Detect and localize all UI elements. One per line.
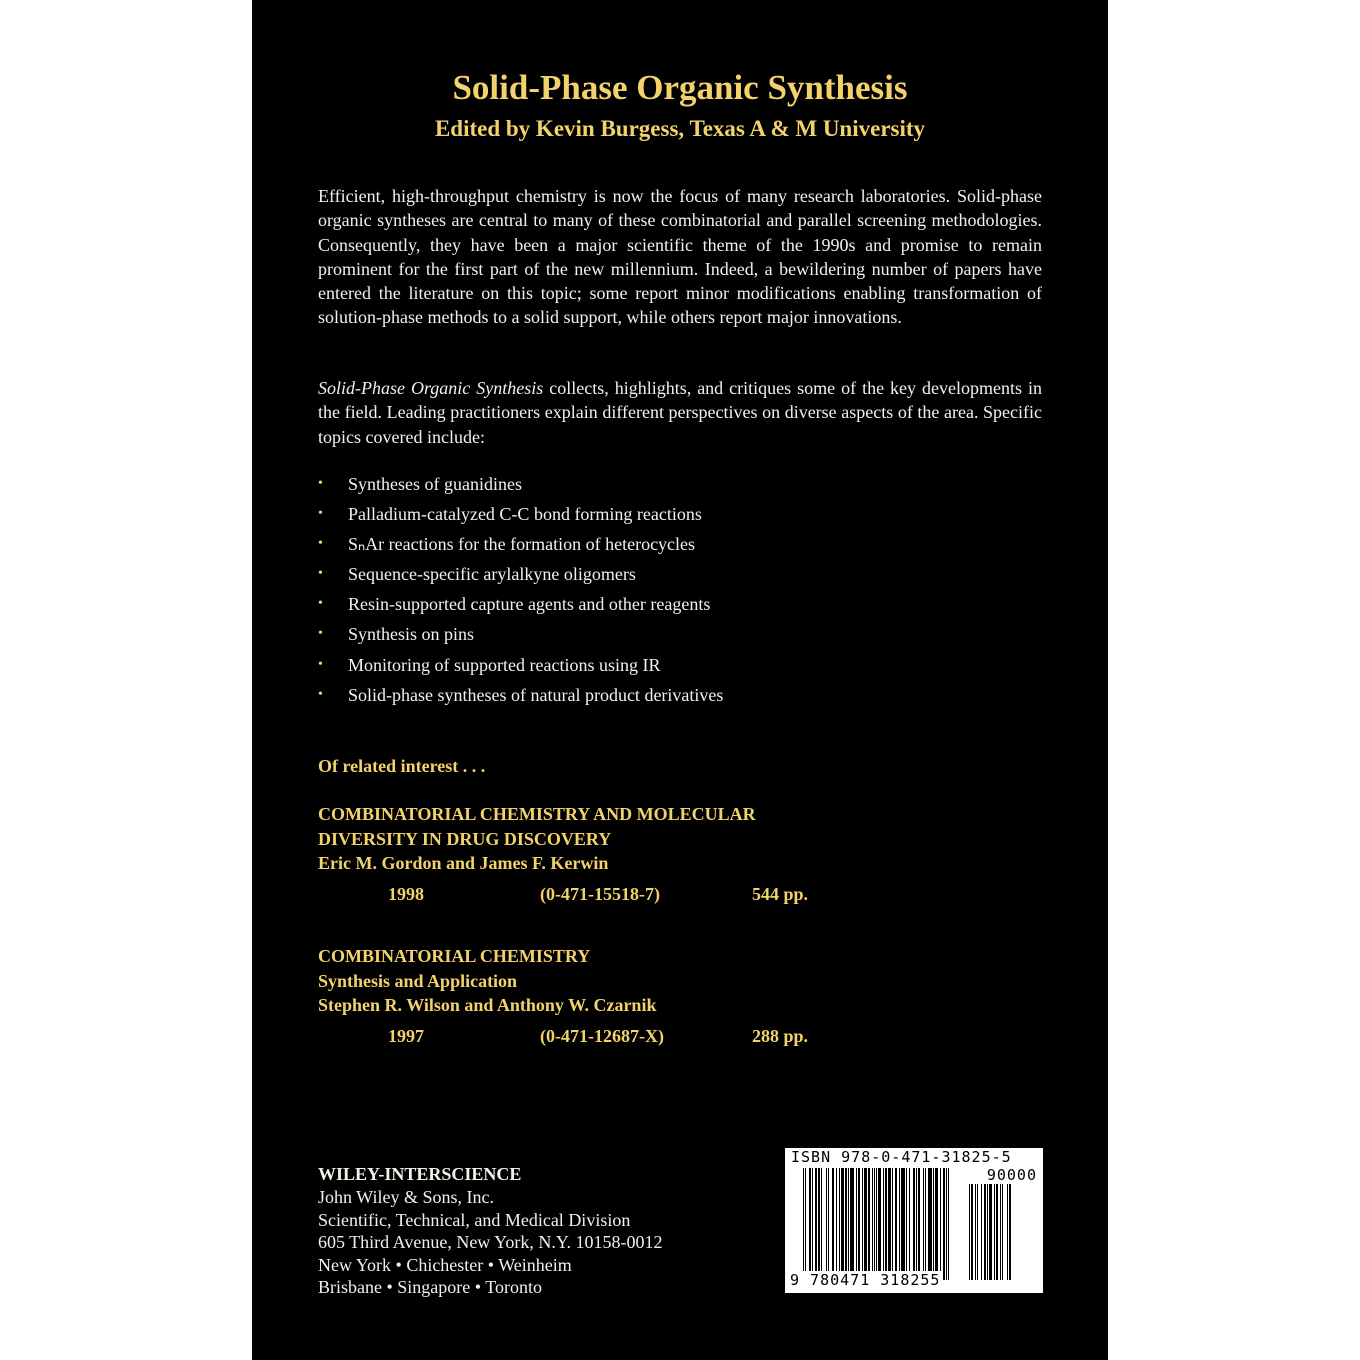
related-book-authors: Stephen R. Wilson and Anthony W. Czarnik [318,995,657,1015]
related-book-isbn: (0-471-12687-X) [540,1025,664,1046]
related-book-title-line: DIVERSITY IN DRUG DISCOVERY [318,828,612,849]
barcode-bar [841,1168,844,1280]
list-item [318,469,723,499]
topic-text: Synthesis on pins [348,624,475,645]
barcode-bar [928,1168,932,1280]
barcode-bar [839,1168,840,1280]
publisher-address-line: New York • Chichester • Weinheim [318,1254,572,1275]
book-editor: Edited by Kevin Burgess, Texas A & M University [434,116,926,141]
barcode-bar [981,1184,982,1280]
barcode-price-code: 90000 [986,1166,1037,1184]
barcode-bar [862,1168,863,1280]
barcode-bar [906,1168,907,1280]
related-book [318,944,1038,1056]
list-item [318,619,723,649]
publisher-address-line: 605 Third Avenue, New York, N.Y. 10158-0012 [318,1232,663,1253]
related-book-pages: 544 pp. [752,883,809,904]
topic-text: SₙAr reactions for the formation of heterocycles [348,534,696,555]
barcode-bar [948,1168,949,1280]
related-book-isbn: (0-471-15518-7) [540,883,660,904]
barcode-addon-bars [969,1184,1039,1280]
list-item [318,499,723,529]
barcode-bar [850,1168,854,1280]
publisher-block [318,1162,663,1299]
list-item [318,680,723,710]
barcode-bar [828,1168,829,1280]
barcode-bar [989,1184,992,1280]
publisher-address-line: Brisbane • Singapore • Toronto [318,1277,542,1298]
barcode-bar [815,1168,817,1280]
barcode-bar [872,1168,873,1280]
description-paragraph-1: Efficient, high-throughput chemistry is now the focus of many research laboratories. Solid-phase organic syntheses are central to many of these combinatorial and parallel screening methodologies. Consequently, they have been a major scientific theme of the 1990s and promise to remain prominent for the first part of the new millennium. Indeed, a bewildering number of papers have entered the literature on this topic; some report minor modifications enabling transformation of solution-phase methods to a solid support, while others report major innovations. [318,186,1042,328]
barcode-bar [803,1168,804,1280]
book-back-cover [252,0,1108,1360]
bullet-icon: • [318,656,323,672]
barcode-bars [803,1168,965,1280]
barcode-bar [805,1168,806,1280]
barcode-bar [874,1168,875,1280]
bullet-icon: • [318,476,323,491]
book-title: Solid-Phase Organic Synthesis [452,68,908,107]
related-book [318,802,1038,914]
related-interest-heading: Of related interest . . . [318,756,486,776]
topic-text: Resin-supported capture agents and other reagents [348,594,711,615]
barcode-bar [913,1168,915,1280]
barcode-bar [1009,1184,1011,1280]
barcode-bar [1000,1184,1001,1280]
barcode-bar [975,1184,976,1280]
barcode-bar [895,1168,897,1280]
barcode-bar [826,1168,827,1280]
list-item [318,589,723,619]
barcode-bar [916,1168,917,1280]
barcode-bar [918,1168,920,1280]
barcode-bar [868,1168,870,1280]
barcode-bar [883,1168,884,1280]
list-item [318,529,723,559]
related-book-title-line: COMBINATORIAL CHEMISTRY AND MOLECULAR [318,804,756,824]
barcode-bar [809,1168,811,1280]
barcode-bar [933,1168,934,1280]
barcode-bar [935,1168,938,1280]
topic-text: Monitoring of supported reactions using IR [348,654,661,675]
barcode-bar [892,1168,893,1280]
barcode-bar [971,1184,973,1280]
barcode-bar [856,1168,857,1280]
barcode-bar [1002,1184,1003,1280]
description-paragraph-2-text: collects, highlights, and critiques some of the key developments in the field. Leading practitioners explain different perspectives on diverse aspects of the area. Specific topics covered include: [318,378,1042,447]
barcode-bar [925,1168,926,1280]
related-book-pages: 288 pp. [752,1025,809,1046]
description-paragraph-2 [318,376,1042,449]
barcode-bar [832,1168,834,1280]
bullet-icon: • [318,506,323,522]
barcode-bar [876,1168,877,1280]
barcode-bar [845,1168,847,1280]
related-book-year: 1997 [388,1025,424,1046]
barcode-bar [888,1168,891,1280]
list-item [318,559,723,589]
publisher-name: WILEY-INTERSCIENCE [318,1164,522,1184]
barcode-bar [836,1168,837,1280]
barcode-bar [812,1168,813,1280]
barcode-bar [943,1168,945,1280]
barcode-bar [969,1184,970,1280]
barcode-bar [987,1184,988,1280]
related-book-year: 1998 [388,883,424,904]
topic-text: Palladium-catalyzed C-C bond forming reactions [348,504,702,525]
related-book-authors: Eric M. Gordon and James F. Kerwin [318,853,609,873]
topic-text: Syntheses of guanidines [348,474,522,494]
barcode-bar [923,1168,924,1280]
related-book-subtitle: Synthesis and Application [318,970,518,991]
barcode-bar [901,1168,905,1280]
topic-text: Sequence-specific arylalkyne oligomers [348,564,636,585]
barcode-bar [909,1168,910,1280]
isbn-barcode [785,1148,1043,1293]
barcode-digits: 9 780471 318255 [790,1271,941,1289]
topics-list [318,469,723,710]
barcode-bar [864,1168,867,1280]
barcode-bar [946,1168,947,1280]
bullet-icon: • [318,626,323,642]
bullet-icon: • [318,686,323,702]
barcode-bar [984,1184,986,1280]
barcode-bar [899,1168,900,1280]
barcode-bar [818,1168,820,1280]
list-item [318,650,723,680]
bullet-icon: • [318,536,323,552]
barcode-bar [821,1168,822,1280]
related-book-meta [318,884,1038,914]
barcode-bar [940,1168,941,1280]
publisher-address-line: Scientific, Technical, and Medical Division [318,1209,631,1230]
barcode-bar [977,1184,978,1280]
barcode-bar [885,1168,887,1280]
related-book-title-line: COMBINATORIAL CHEMISTRY [318,946,591,966]
publisher-address-line: John Wiley & Sons, Inc. [318,1187,494,1207]
bullet-icon: • [318,566,323,582]
barcode-bar [848,1168,849,1280]
related-book-meta [318,1026,1038,1056]
book-title-italic: Solid-Phase Organic Synthesis [318,378,544,398]
barcode-bar [996,1184,998,1280]
barcode-bar [1007,1184,1008,1280]
barcode-isbn-label: ISBN 978-0-471-31825-5 [791,1148,1012,1166]
bullet-icon: • [318,596,323,612]
barcode-bar [878,1168,881,1280]
barcode-bar [858,1168,860,1280]
topic-text: Solid-phase syntheses of natural product derivatives [348,684,724,705]
barcode-bar [994,1184,995,1280]
